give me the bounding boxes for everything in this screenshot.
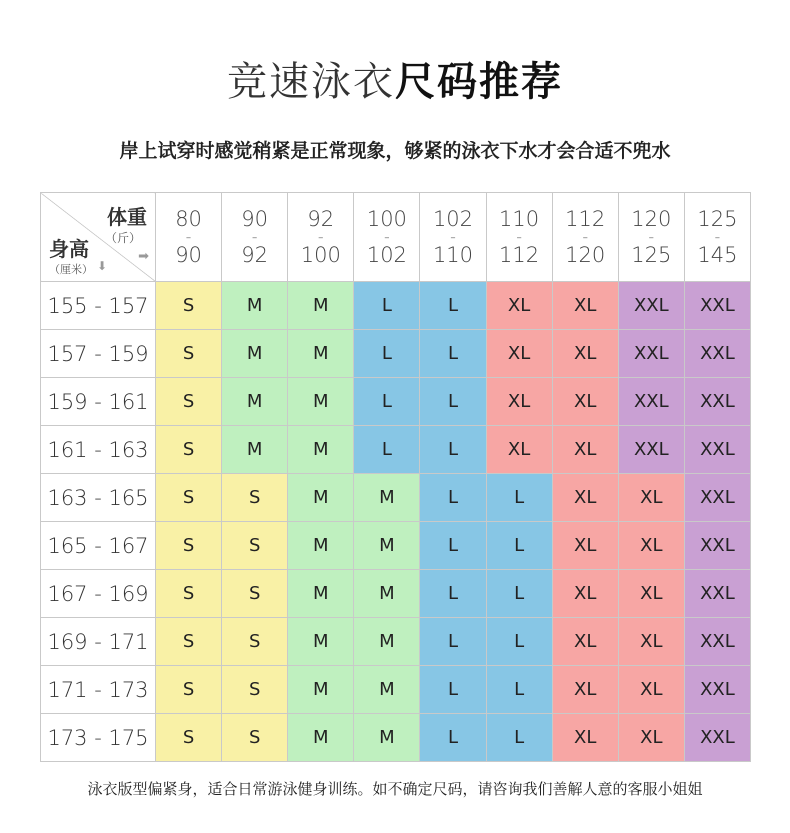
arrow-right-icon: ➡ (138, 249, 149, 264)
size-cell: S (156, 378, 222, 426)
range-dash: - (185, 227, 192, 246)
range-dash: - (317, 227, 324, 246)
size-cell: XL (486, 378, 552, 426)
height-label: 身高 (49, 237, 89, 261)
size-cell: XL (552, 474, 618, 522)
table-row (41, 474, 751, 522)
size-cell: XXL (684, 474, 750, 522)
size-cell: XL (552, 522, 618, 570)
size-cell: L (420, 474, 486, 522)
range-dash: - (251, 227, 258, 246)
size-cell: M (288, 282, 354, 330)
weight-range-start: 80 (175, 207, 202, 231)
weight-column-header (156, 193, 222, 282)
size-cell: M (354, 570, 420, 618)
table-row (41, 330, 751, 378)
size-cell: S (156, 522, 222, 570)
size-cell: XXL (618, 426, 684, 474)
size-cell: L (486, 474, 552, 522)
weight-column-header (552, 193, 618, 282)
weight-range-end: 100 (300, 243, 341, 267)
weight-column-header (684, 193, 750, 282)
weight-range-start: 110 (499, 207, 540, 231)
size-cell: L (420, 522, 486, 570)
size-cell: S (156, 426, 222, 474)
size-cell: L (486, 570, 552, 618)
size-cell: XXL (684, 570, 750, 618)
size-cell: XXL (684, 522, 750, 570)
size-cell: S (156, 570, 222, 618)
table-row (41, 714, 751, 762)
height-range-cell: 173 - 175 (41, 714, 156, 762)
height-range-cell: 161 - 163 (41, 426, 156, 474)
size-cell: XL (552, 714, 618, 762)
weight-column-header (354, 193, 420, 282)
title-part-1: 竞速泳衣 (227, 59, 395, 105)
size-cell: S (156, 474, 222, 522)
size-cell: L (486, 618, 552, 666)
size-cell: XL (486, 426, 552, 474)
size-cell: L (354, 282, 420, 330)
size-cell: XL (552, 666, 618, 714)
weight-column-header (222, 193, 288, 282)
weight-range-start: 102 (432, 207, 474, 231)
size-cell: XL (552, 330, 618, 378)
weight-range-end: 102 (366, 243, 407, 267)
range-dash: - (516, 227, 522, 246)
range-dash: - (582, 227, 589, 246)
size-cell: L (486, 666, 552, 714)
size-cell: S (222, 666, 288, 714)
size-cell: XXL (618, 282, 684, 330)
size-cell: M (288, 426, 354, 474)
size-cell: L (420, 282, 486, 330)
size-cell: XL (486, 282, 552, 330)
table-row (41, 666, 751, 714)
height-range-cell: 157 - 159 (41, 330, 156, 378)
size-cell: S (222, 618, 288, 666)
weight-range-start: 92 (307, 207, 335, 231)
footer-note: 泳衣版型偏紧身，适合日常游泳健身训练。如不确定尺码，请咨询我们善解人意的客服小姐姐 (87, 780, 703, 798)
size-cell: L (420, 426, 486, 474)
size-cell: S (156, 714, 222, 762)
range-dash: - (714, 227, 721, 246)
size-cell: XL (618, 666, 684, 714)
range-dash: - (648, 227, 655, 246)
size-cell: L (486, 522, 552, 570)
size-cell: S (222, 570, 288, 618)
size-cell: S (156, 618, 222, 666)
size-cell: M (288, 330, 354, 378)
size-chart-table (40, 192, 751, 762)
height-range-cell: 171 - 173 (41, 666, 156, 714)
size-cell: XL (552, 618, 618, 666)
weight-label: 体重 (107, 205, 147, 229)
table-row (41, 426, 751, 474)
size-cell: S (156, 282, 222, 330)
range-dash: - (383, 227, 390, 246)
size-cell: M (354, 474, 420, 522)
size-cell: L (354, 426, 420, 474)
height-range-cell: 159 - 161 (41, 378, 156, 426)
subtitle: 岸上试穿时感觉稍紧是正常现象，够紧的泳衣下水才会合适不兜水 (119, 140, 671, 162)
size-cell: M (288, 474, 354, 522)
size-cell: S (156, 666, 222, 714)
size-cell: L (486, 714, 552, 762)
size-cell: S (222, 714, 288, 762)
size-cell: XXL (684, 426, 750, 474)
table-row (41, 282, 751, 330)
size-cell: M (288, 714, 354, 762)
size-cell: S (222, 522, 288, 570)
size-cell: XXL (618, 378, 684, 426)
weight-range-end: 145 (697, 243, 738, 267)
size-cell: L (420, 666, 486, 714)
size-cell: XXL (684, 714, 750, 762)
size-cell: XXL (684, 330, 750, 378)
table-row (41, 618, 751, 666)
size-cell: XXL (684, 378, 750, 426)
weight-range-end: 120 (565, 243, 606, 267)
size-cell: M (222, 378, 288, 426)
size-cell: M (288, 570, 354, 618)
size-cell: M (354, 522, 420, 570)
size-cell: XL (552, 282, 618, 330)
weight-range-end: 92 (241, 243, 269, 267)
weight-range-start: 112 (565, 207, 606, 231)
size-cell: XXL (684, 666, 750, 714)
size-cell: M (222, 426, 288, 474)
header-row (41, 193, 751, 282)
weight-range-end: 110 (432, 243, 474, 267)
weight-range-end: 125 (631, 243, 672, 267)
weight-unit: （斤） (104, 231, 141, 245)
size-cell: L (420, 570, 486, 618)
size-cell: XL (618, 618, 684, 666)
size-cell: M (288, 378, 354, 426)
weight-range-start: 90 (241, 207, 269, 231)
size-cell: M (222, 282, 288, 330)
size-cell: M (354, 714, 420, 762)
size-cell: S (156, 330, 222, 378)
table-row (41, 522, 751, 570)
height-range-cell: 169 - 171 (41, 618, 156, 666)
size-cell: M (288, 666, 354, 714)
arrow-down-icon: ⬇ (97, 259, 108, 273)
size-cell: S (222, 474, 288, 522)
height-range-cell: 163 - 165 (41, 474, 156, 522)
title-part-2: 尺码推荐 (395, 59, 563, 105)
weight-range-start: 125 (697, 207, 738, 231)
size-cell: L (420, 330, 486, 378)
size-cell: L (354, 378, 420, 426)
range-dash: - (450, 227, 456, 246)
size-cell: XL (486, 330, 552, 378)
weight-column-header (420, 193, 486, 282)
size-cell: M (354, 666, 420, 714)
size-cell: XL (552, 426, 618, 474)
size-chart-body (41, 282, 751, 762)
size-cell: L (354, 330, 420, 378)
corner-header (41, 193, 156, 282)
height-range-cell: 167 - 169 (41, 570, 156, 618)
weight-range-start: 120 (631, 207, 672, 231)
size-cell: XL (552, 570, 618, 618)
weight-range-end: 112 (499, 243, 540, 267)
size-cell: XXL (684, 282, 750, 330)
size-cell: XL (618, 570, 684, 618)
weight-range-start: 100 (366, 207, 407, 231)
height-range-cell: 155 - 157 (41, 282, 156, 330)
weight-column-header (618, 193, 684, 282)
size-cell: XXL (618, 330, 684, 378)
weight-column-header (288, 193, 354, 282)
weight-range-end: 90 (175, 243, 202, 267)
weight-column-header (486, 193, 552, 282)
size-cell: XL (618, 522, 684, 570)
size-cell: XL (618, 474, 684, 522)
size-cell: M (354, 618, 420, 666)
size-cell: L (420, 618, 486, 666)
height-unit: （厘米） (49, 263, 93, 276)
size-cell: XL (618, 714, 684, 762)
size-cell: XXL (684, 618, 750, 666)
size-cell: XL (552, 378, 618, 426)
size-cell: M (222, 330, 288, 378)
size-cell: M (288, 522, 354, 570)
height-range-cell: 165 - 167 (41, 522, 156, 570)
page-title (0, 56, 790, 108)
table-row (41, 378, 751, 426)
size-cell: L (420, 378, 486, 426)
size-cell: M (288, 618, 354, 666)
table-row (41, 570, 751, 618)
size-cell: L (420, 714, 486, 762)
